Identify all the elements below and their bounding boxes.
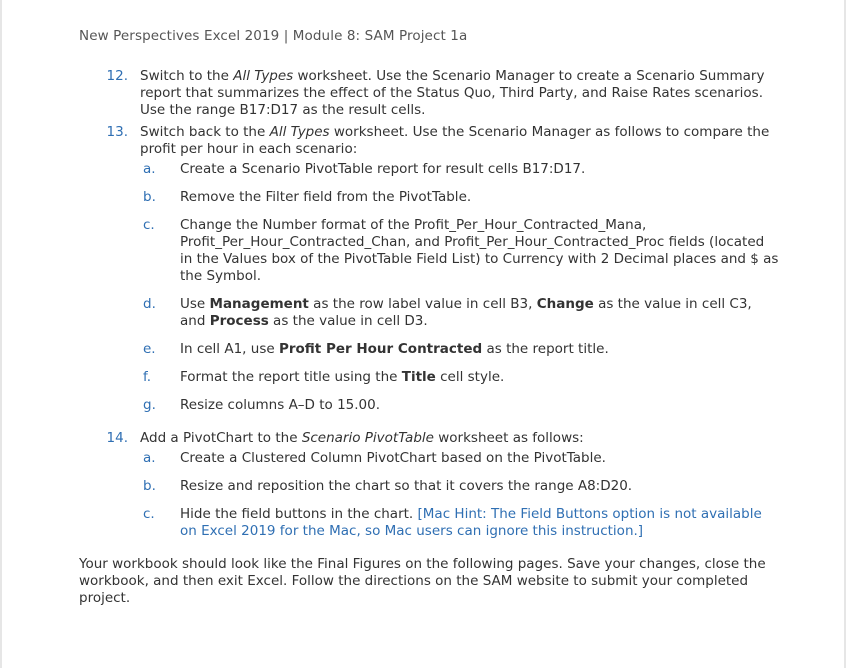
sub-step-letter: f. — [143, 369, 152, 385]
text-run: as the value in cell D3. — [268, 313, 428, 329]
step-number: 12. — [106, 68, 128, 84]
sub-step-item — [140, 341, 779, 358]
sub-step-letter: a. — [143, 161, 156, 177]
sub-step-item — [140, 450, 779, 467]
sub-step-text — [180, 478, 779, 495]
sub-step-text — [180, 397, 779, 414]
text-run: as the report title. — [482, 341, 609, 357]
mac-hint-text: [Mac Hint: The Field Buttons option is not available on Excel 2019 for the Mac, so Mac users can ignore this instruction.] — [180, 506, 762, 539]
step-body — [140, 68, 779, 119]
sub-step-letter: g. — [143, 397, 156, 413]
step-number: 13. — [106, 124, 128, 140]
text-run: worksheet. Use the Scenario Manager to create a Scenario Summary report that summarizes the effect of the Status Quo, Third Party, and Raise Rates scenarios. Use the range B17:D17 as the result cells. — [140, 68, 765, 118]
bold-text: Title — [401, 369, 436, 385]
sub-step-text — [180, 450, 779, 467]
step-text — [140, 430, 779, 447]
italic-text: All Types — [233, 68, 294, 84]
sub-step-item — [140, 161, 779, 178]
sub-step-letter: d. — [143, 296, 156, 312]
sub-step-letter: e. — [143, 341, 156, 357]
text-run: Add a PivotChart to the — [140, 430, 302, 446]
text-run: as the row label value in cell B3, — [308, 296, 537, 312]
sub-step-text — [180, 189, 779, 206]
sub-step-text — [180, 341, 779, 358]
text-run: In cell A1, use — [180, 341, 279, 357]
sub-step-item — [140, 189, 779, 206]
bold-text: Management — [209, 296, 309, 312]
text-run: Switch to the — [140, 68, 234, 84]
sub-step-letter: b. — [143, 189, 156, 205]
closing-paragraph: Your workbook should look like the Final Figures on the following pages. Save your changes, close the workbook, and then exit Excel. Follow the directions on the SAM website to submit your completed project. — [79, 556, 766, 606]
text-run: Remove the Filter field from the PivotTable. — [180, 189, 472, 205]
sub-step-list — [140, 161, 779, 414]
step-body — [140, 430, 779, 551]
text-run: as the value in cell C3, and — [180, 296, 752, 329]
page-header: New Perspectives Excel 2019 | Module 8: SAM Project 1a — [79, 28, 468, 44]
text-run: cell style. — [435, 369, 505, 385]
step-item — [79, 124, 779, 425]
text-run: worksheet as follows: — [433, 430, 584, 446]
sub-step-text — [180, 506, 779, 540]
text-run: Switch back to the — [140, 124, 270, 140]
step-item — [79, 68, 779, 119]
step-list — [79, 68, 779, 551]
sub-step-item — [140, 397, 779, 414]
text-run: Hide the field buttons in the chart. — [180, 506, 418, 522]
bold-text: Change — [536, 296, 594, 312]
bold-text: Process — [209, 313, 269, 329]
sub-step-text — [180, 369, 779, 386]
italic-text: Scenario PivotTable — [301, 430, 434, 446]
page-left-edge — [0, 0, 2, 668]
text-run: worksheet. Use the Scenario Manager as follows to compare the profit per hour in each scenario: — [140, 124, 770, 157]
text-run: Format the report title using the — [180, 369, 402, 385]
text-run: Create a Scenario PivotTable report for result cells B17:D17. — [180, 161, 586, 177]
bold-text: Profit Per Hour Contracted — [278, 341, 483, 357]
sub-step-text — [180, 296, 779, 330]
step-number: 14. — [106, 430, 128, 446]
text-run: Resize and reposition the chart so that it covers the range A8:D20. — [180, 478, 633, 494]
text-run: Create a Clustered Column PivotChart based on the PivotTable. — [180, 450, 606, 466]
sub-step-list — [140, 450, 779, 540]
text-run: Resize columns A–D to 15.00. — [180, 397, 381, 413]
sub-step-letter: c. — [143, 506, 155, 522]
sub-step-item — [140, 478, 779, 495]
sub-step-letter: c. — [143, 217, 155, 233]
step-body — [140, 124, 779, 425]
sub-step-letter: a. — [143, 450, 156, 466]
step-text — [140, 68, 779, 119]
sub-step-item — [140, 296, 779, 330]
step-item — [79, 430, 779, 551]
sub-step-text — [180, 217, 779, 285]
italic-text: All Types — [269, 124, 330, 140]
sub-step-text — [180, 161, 779, 178]
sub-step-item — [140, 369, 779, 386]
sub-step-item — [140, 217, 779, 285]
sub-step-letter: b. — [143, 478, 156, 494]
text-run: Use — [180, 296, 210, 312]
sub-step-item — [140, 506, 779, 540]
step-text — [140, 124, 779, 158]
text-run: Change the Number format of the Profit_Per_Hour_Contracted_Mana, Profit_Per_Hour_Contracted_Chan, and Profit_Per_Hour_Contracted_Proc fields (located in the Values box of the PivotTable Field List) to Currency with 2 Decimal places and $ as the Symbol. — [180, 217, 779, 284]
instructions-content — [79, 68, 779, 607]
